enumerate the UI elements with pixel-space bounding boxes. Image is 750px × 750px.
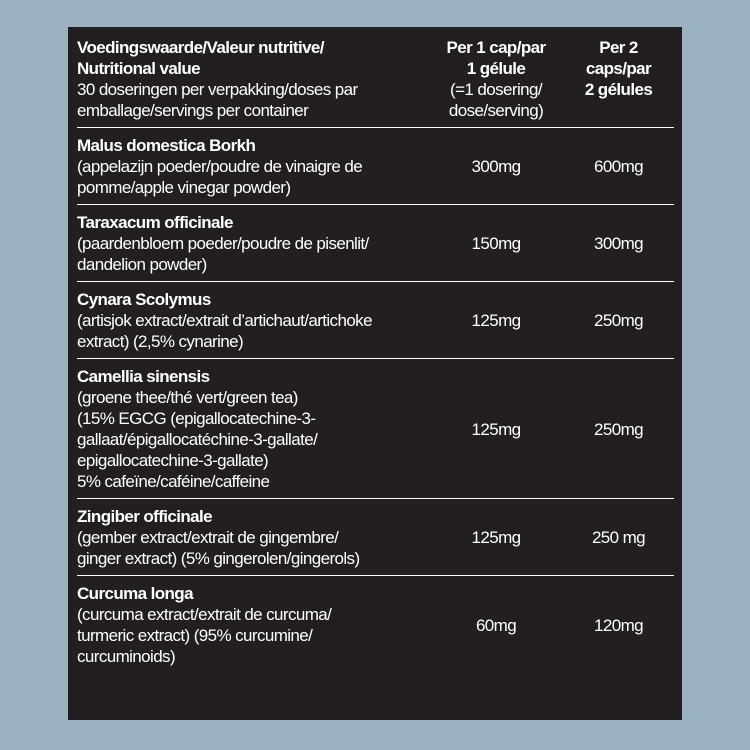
ingredient-description-line: (appelazijn poeder/poudre de vinaigre de [77, 157, 363, 176]
amount-per-2-caps: 600mg [563, 128, 674, 205]
ingredient-cell [77, 576, 429, 674]
header-description-cell [77, 37, 429, 128]
amount-per-2-caps: 250mg [563, 359, 674, 499]
ingredient-description-line: pomme/apple vinegar powder) [77, 178, 291, 197]
ingredient-name: Zingiber officinale [77, 507, 213, 526]
header-col2-line1: Per 2 [599, 38, 638, 57]
ingredient-cell [77, 128, 429, 205]
ingredient-description-line: 5% cafeïne/caféine/caffeine [77, 472, 270, 491]
table-row [77, 576, 674, 674]
amount-per-1-cap: 300mg [429, 128, 563, 205]
amount-per-2-caps: 120mg [594, 615, 643, 635]
ingredient-description-line: curcuminoids) [77, 647, 176, 666]
nutrition-label-panel [68, 27, 682, 720]
ingredient-name: Malus domestica Borkh [77, 136, 256, 155]
header-col2-line3: 2 gélules [584, 80, 653, 99]
header-col1-line4: dose/serving) [448, 101, 544, 120]
header-per-1-cap [429, 37, 563, 128]
amount-per-1-cap: 150mg [429, 205, 563, 282]
ingredient-description-line: epigallocatechine-3-gallate) [77, 451, 269, 470]
header-title-line1: Voedingswaarde/Valeur nutritive/ [77, 38, 324, 57]
header-servings-line1: 30 doseringen per verpakking/doses par [77, 80, 358, 99]
table-header [77, 37, 674, 128]
ingredient-cell [77, 359, 429, 499]
amount-per-1-cap: 60mg [475, 615, 517, 635]
amount-per-2-caps: 250mg [563, 282, 674, 359]
header-title-line2: Nutritional value [77, 59, 200, 78]
ingredient-description-line: (paardenbloem poeder/poudre de pisenlit/ [77, 234, 369, 253]
header-col2-line2: caps/par [585, 59, 652, 78]
amount-per-1-cap: 125mg [429, 499, 563, 576]
ingredient-name: Cynara Scolymus [77, 290, 211, 309]
ingredient-name: Curcuma longa [77, 584, 193, 603]
ingredient-description-line: (gember extract/extrait de gingembre/ [77, 528, 339, 547]
ingredient-cell [77, 282, 429, 359]
table-row [77, 128, 674, 205]
ingredient-description-line: (artisjok extract/extrait d’artichaut/artichoke [77, 311, 372, 330]
header-col1-line2: 1 gélule [466, 59, 526, 78]
ingredient-description-line: (15% EGCG (epigallocatechine-3- [77, 409, 316, 428]
amount-per-2-caps: 300mg [563, 205, 674, 282]
ingredient-description-line: ginger extract) (5% gingerolen/gingerols) [77, 549, 360, 568]
header-servings-line2: emballage/servings per container [77, 101, 309, 120]
table-row [77, 359, 674, 499]
table-row [77, 499, 674, 576]
amount-per-1-cap: 125mg [429, 282, 563, 359]
nutrition-table [77, 37, 674, 673]
header-col1-line3: (=1 dosering/ [450, 80, 542, 99]
ingredient-description-line: turmeric extract) (95% curcumine/ [77, 626, 313, 645]
ingredient-name: Taraxacum officinale [77, 213, 233, 232]
table-row [77, 282, 674, 359]
ingredient-description-line: (groene thee/thé vert/green tea) [77, 388, 298, 407]
amount-per-2-caps: 250 mg [563, 499, 674, 576]
header-per-2-caps [563, 37, 674, 128]
ingredient-name: Camellia sinensis [77, 367, 210, 386]
header-col1-line1: Per 1 cap/par [446, 38, 546, 57]
ingredient-description-line: (curcuma extract/extrait de curcuma/ [77, 605, 332, 624]
ingredient-description-line: gallaat/épigallocatéchine-3-gallate/ [77, 430, 318, 449]
ingredient-cell [77, 205, 429, 282]
ingredient-cell [77, 499, 429, 576]
ingredient-description-line: dandelion powder) [77, 255, 207, 274]
header-row [77, 37, 674, 128]
amount-per-1-cap: 125mg [429, 359, 563, 499]
table-body [77, 128, 674, 674]
ingredient-description-line: extract) (2,5% cynarine) [77, 332, 244, 351]
table-row [77, 205, 674, 282]
